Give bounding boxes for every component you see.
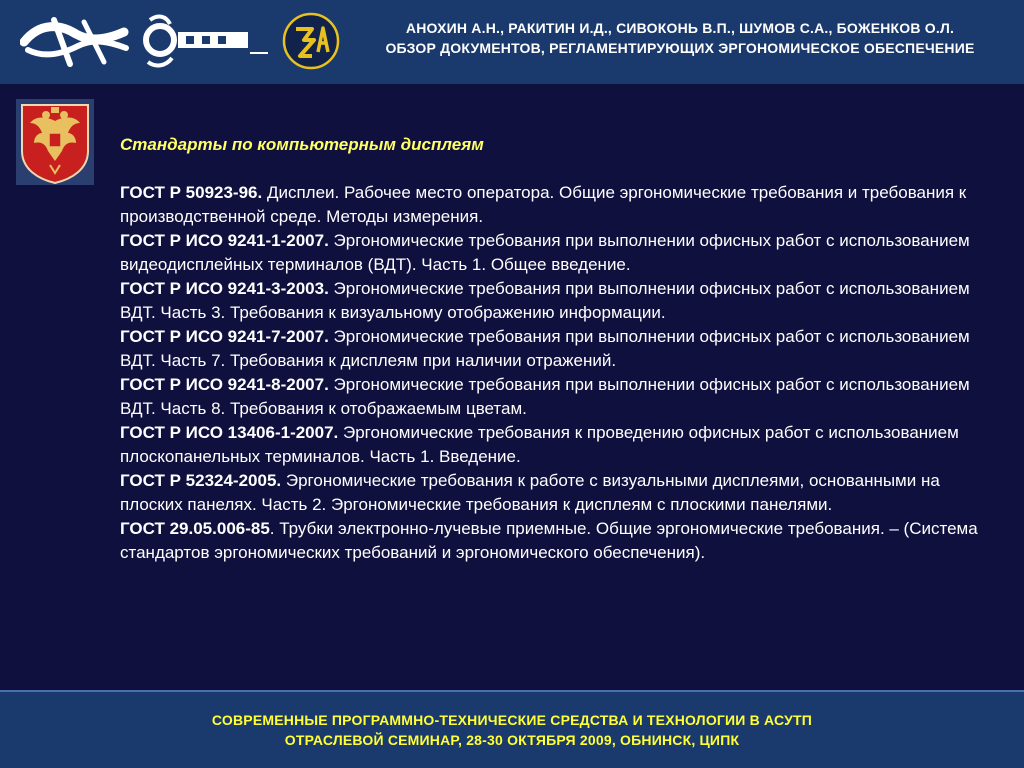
standards-section [120, 133, 1000, 565]
standard-code: ГОСТ Р ИСО 13406-1-2007. [120, 423, 339, 442]
footer-bar [0, 692, 1024, 768]
standard-description: Эргономические требования при выполнении офисных работ с использованием ВДТ. Часть 7. Требования к дисплеям при наличии отражений. [120, 327, 970, 370]
authors-line: АНОХИН А.Н., РАКИТИН И.Д., СИВОКОНЬ В.П., ШУМОВ С.А., БОЖЕНКОВ О.Л. [405, 20, 955, 36]
standard-description: Эргономические требования к проведению офисных работ с использованием плоскопанельных терминалов. Часть 1. Введение. [120, 423, 959, 466]
header-separator [0, 84, 1024, 98]
organization-logo-1 [20, 12, 132, 70]
standard-code: ГОСТ Р ИСО 9241-7-2007. [120, 327, 329, 346]
section-title: Стандарты по компьютерным дисплеям [120, 135, 484, 154]
header-bar [0, 0, 1024, 84]
footer-event-title: СОВРЕМЕННЫЕ ПРОГРАММНО-ТЕХНИЧЕСКИЕ СРЕДСТВА И ТЕХНОЛОГИИ В АСУТП [211, 712, 813, 728]
presentation-title: ОБЗОР ДОКУМЕНТОВ, РЕГЛАМЕНТИРУЮЩИХ ЭРГОНОМИЧЕСКОЕ ОБЕСПЕЧЕНИЕ [385, 40, 975, 56]
standard-item [120, 325, 1000, 373]
coat-of-arms-icon [16, 99, 94, 185]
standard-description: Эргономические требования при выполнении офисных работ с использованием ВДТ. Часть 8. Требования к отображаемым цветам. [120, 375, 970, 418]
standard-description: Эргономические требования при выполнении офисных работ с использованием видеодисплейных терминалов (ВДТ). Часть 1. Общее введение. [120, 231, 970, 274]
standard-item [120, 181, 1000, 229]
standards-list [120, 181, 1000, 565]
standard-code: ГОСТ Р ИСО 9241-3-2003. [120, 279, 329, 298]
organization-logo-2 [140, 12, 272, 70]
standard-code: ГОСТ Р 50923-96. [120, 183, 263, 202]
standard-code: ГОСТ Р 52324-2005. [120, 471, 282, 490]
standard-item [120, 277, 1000, 325]
organization-logo-3 [282, 12, 340, 70]
standard-code: ГОСТ 29.05.006-85 [120, 519, 270, 538]
standard-description: . Трубки электронно-лучевые приемные. Общие эргономические требования. – (Система стандартов эргономических требований и эргономического обеспечения). [120, 519, 978, 562]
standard-item [120, 373, 1000, 421]
standard-item [120, 517, 1000, 565]
footer-event-details: ОТРАСЛЕВОЙ СЕМИНАР, 28-30 ОКТЯБРЯ 2009, ОБНИНСК, ЦИПК [284, 732, 740, 748]
standard-item [120, 421, 1000, 469]
standard-description: Дисплеи. Рабочее место оператора. Общие эргономические требования и требования к производственной среде. Методы измерения. [120, 183, 967, 226]
standard-description: Эргономические требования при выполнении офисных работ с использованием ВДТ. Часть 3. Требования к визуальному отображению информации. [120, 279, 970, 322]
standard-code: ГОСТ Р ИСО 9241-8-2007. [120, 375, 329, 394]
standard-code: ГОСТ Р ИСО 9241-1-2007. [120, 231, 329, 250]
standard-item [120, 229, 1000, 277]
standard-item [120, 469, 1000, 517]
standard-description: Эргономические требования к работе с визуальными дисплеями, основанными на плоских панелях. Часть 2. Эргономические требования к дисплеям с плоскими панелями. [120, 471, 940, 514]
